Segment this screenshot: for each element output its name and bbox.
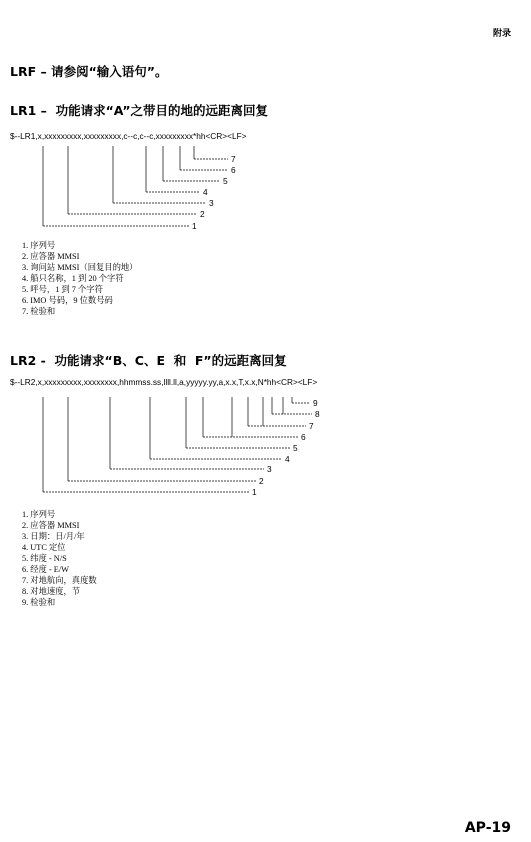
legend-item: 6. 经度 - E/W: [22, 565, 70, 574]
legend-item: 6. IMO 号码，9 位数号码: [22, 296, 113, 305]
lr2-field-number: 3: [267, 464, 272, 474]
legend-item: 3. 日期：日/月/年: [22, 532, 85, 541]
legend-item: 2. 应答器 MMSI: [22, 521, 80, 530]
lr2-field-number: 6: [301, 432, 306, 442]
lr1-field-number: 2: [200, 209, 205, 219]
lr1-legend: [22, 240, 137, 317]
lr1-field-number: 5: [223, 176, 228, 186]
lrf-title: LRF – 请参阅“输入语句”。: [10, 64, 168, 79]
lr1-field-number: 3: [209, 198, 214, 208]
legend-item: 2. 应答器 MMSI: [22, 252, 80, 261]
lr2-field-number: 9: [313, 398, 318, 408]
lr2-field-number: 8: [315, 409, 320, 419]
lr2-format: $--LR2,x,xxxxxxxxx,xxxxxxxx,hhmmss.ss,llll.ll,a,yyyyy.yy,a,x.x,T,x.x,N*hh<CR><LF>: [10, 377, 318, 387]
legend-item: 7. 检验和: [22, 307, 56, 316]
lr1-field-number: 6: [231, 165, 236, 175]
lr2-title: LR2 - 功能请求“B、C、E 和 F”的远距离回复: [10, 353, 287, 368]
lr1-format: $--LR1,x,xxxxxxxxx,xxxxxxxxx,c--c,c--c,xxxxxxxxx*hh<CR><LF>: [10, 131, 247, 141]
legend-item: 1. 序列号: [22, 510, 56, 519]
lr1-field-number: 7: [231, 154, 236, 164]
lr1-title: LR1 – 功能请求“A”之带目的地的远距离回复: [10, 103, 269, 118]
legend-item: 7. 对地航向，真度数: [22, 576, 97, 585]
legend-item: 4. 船只名称，1 到 20 个字符: [22, 274, 124, 283]
lr2-field-number: 7: [309, 421, 314, 431]
lr1-field-number: 1: [192, 221, 197, 231]
lr2-field-number: 5: [293, 443, 298, 453]
legend-item: 8. 对地速度，节: [22, 587, 81, 596]
lr2-legend: [22, 509, 97, 608]
legend-item: 1. 序列号: [22, 241, 56, 250]
page-number: AP-19: [464, 820, 511, 836]
lr1-field-number: 4: [203, 187, 208, 197]
legend-item: 5. 呼号，1 到 7 个字符: [22, 285, 103, 294]
lr2-field-number: 1: [252, 487, 257, 497]
page-header: 附录: [492, 29, 511, 39]
lr2-field-number: 2: [259, 476, 264, 486]
legend-item: 4. UTC 定位: [22, 543, 66, 552]
legend-item: 9. 检验和: [22, 598, 56, 607]
legend-item: 3. 询问站 MMSI（回复目的地）: [22, 263, 138, 272]
lr2-field-number: 4: [285, 454, 290, 464]
legend-item: 5. 纬度 - N/S: [22, 554, 67, 563]
